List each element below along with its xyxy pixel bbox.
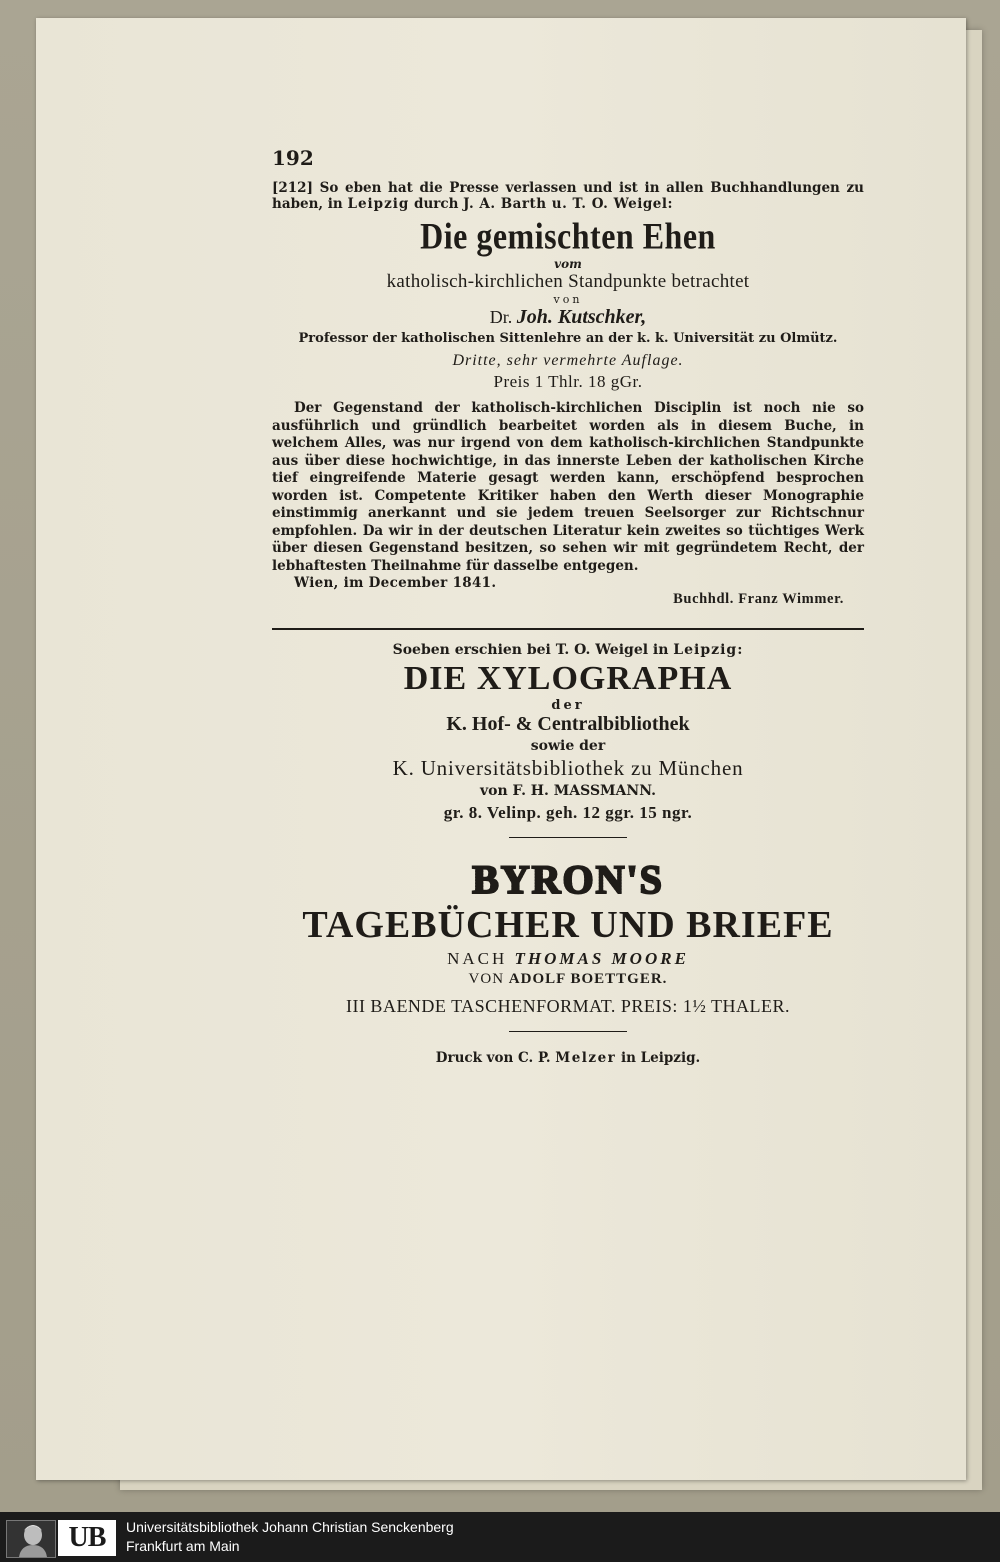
notice2-library-2: K. Universitätsbibliothek zu München (392, 756, 744, 780)
notice1-intro-mid: durch (409, 196, 464, 212)
notice1-author-name: Joh. Kutschker, (516, 306, 647, 328)
footer-line-2: Frankfurt am Main (126, 1538, 240, 1554)
notice2-der: der (551, 698, 585, 713)
notice1-signature: Buchhdl. Franz Wimmer. (673, 591, 844, 607)
library-logo (6, 1520, 118, 1556)
notice3-title (272, 856, 864, 903)
library-footer (0, 1512, 1000, 1562)
notice2-intro-prefix: Soeben erschien bei (392, 642, 556, 658)
notice3-format-price: III BAENDE TASCHENFORMAT. PREIS: 1½ THALER. (345, 996, 791, 1016)
notice1-vom: vom (554, 257, 582, 271)
section-divider (272, 628, 864, 630)
notice1-author (272, 306, 864, 329)
notice2-intro-publisher: T. O. Weigel (555, 642, 649, 658)
notice2-library-1: K. Hof- & Centralbibliothek (446, 713, 690, 735)
notice1-intro (272, 180, 864, 212)
notice1-author-prefix: Dr. (489, 307, 513, 327)
notice1-price: Preis 1 Thlr. 18 gGr. (493, 372, 643, 391)
notice3-translator-line (272, 971, 864, 988)
printer-suffix: in Leipzig. (616, 1050, 701, 1066)
notice2-author: F. H. MASSMANN. (512, 783, 656, 799)
notice1-dateline: Wien, im December 1841. (294, 575, 497, 591)
notice3-nach-line (272, 949, 864, 969)
printer-prefix: Druck von C. P. (435, 1050, 556, 1066)
page-number: 192 (272, 146, 314, 170)
notice2-intro-mid: in (648, 642, 674, 658)
notice1-edition: Dritte, sehr vermehrte Auflage. (452, 352, 684, 369)
notice2-price: gr. 8. Velinp. geh. 12 ggr. 15 ngr. (443, 803, 693, 822)
notice3-von: VON (468, 971, 505, 987)
notice3-nach-author: THOMAS MOORE (514, 949, 689, 968)
notice2-sowie: sowie der (530, 738, 606, 754)
footer-text (126, 1518, 454, 1556)
notice3-title-text: BYRON'S (472, 857, 664, 902)
footer-line-1: Universitätsbibliothek Johann Christian Senckenberg (126, 1519, 454, 1535)
notice2-intro-place: Leipzig: (673, 642, 744, 658)
printer-name: Melzer (555, 1050, 617, 1066)
notice1-intro-prefix: [212] So eben hat die Presse verlassen und ist in allen Buchhandlungen zu haben, in (272, 180, 864, 212)
notice3-translator: ADOLF BOETTGER. (508, 971, 668, 987)
notice1-professor: Professor der katholischen Sittenlehre an der k. k. Universität zu Olmütz. (298, 331, 838, 346)
notice2-author-line (272, 783, 864, 799)
ub-logo-text: UB (58, 1520, 116, 1556)
senckenberg-portrait-icon (6, 1520, 56, 1558)
notice2-von: von (480, 783, 508, 799)
notice2-title: DIE XYLOGRAPHA (403, 660, 733, 697)
page-content (272, 146, 864, 1066)
notice1-intro-publisher: J. A. Barth u. T. O. Weigel: (463, 196, 673, 212)
notice2-intro (272, 642, 864, 658)
notice1-body: Der Gegenstand der katholisch-kirchlichen Disciplin ist noch nie so ausführlich und gründlich bearbeitet worden als in diesem Buche, in welchem Alles, was nur irgend von dem katholisch-kirchlichen Standpunkte aus über diese hochwichtige, in das innerste Leben der katholischen Kirche tief eingreifende Materie gesagt werden kann, erschöpfend besprochen worden ist. Competente Kritiker haben den Werth dieser Monographie einstimmig anerkannt und sie jedem treuen Seelsorger zur Richtschnur empfohlen. Da wir in der deutschen Literatur kein zweites so tüchtiges Werk über diesen Gegenstand besitzen, so sehen wir mit gegründetem Recht, der lebhaftesten Theilnahme für dasselbe entgegen. (272, 400, 864, 574)
short-divider-2 (509, 1031, 627, 1032)
notice3-subtitle: TAGEBÜCHER UND BRIEFE (302, 904, 834, 946)
notice1-von: von (553, 293, 583, 306)
short-divider-1 (509, 837, 627, 838)
printer-line (272, 1050, 864, 1066)
notice1-subtitle: katholisch-kirchlichen Standpunkte betrachtet (386, 271, 750, 292)
notice1-title: Die gemischten Ehen (420, 215, 716, 257)
notice3-nach: NACH (447, 949, 508, 968)
notice1-intro-place: Leipzig (347, 196, 410, 212)
